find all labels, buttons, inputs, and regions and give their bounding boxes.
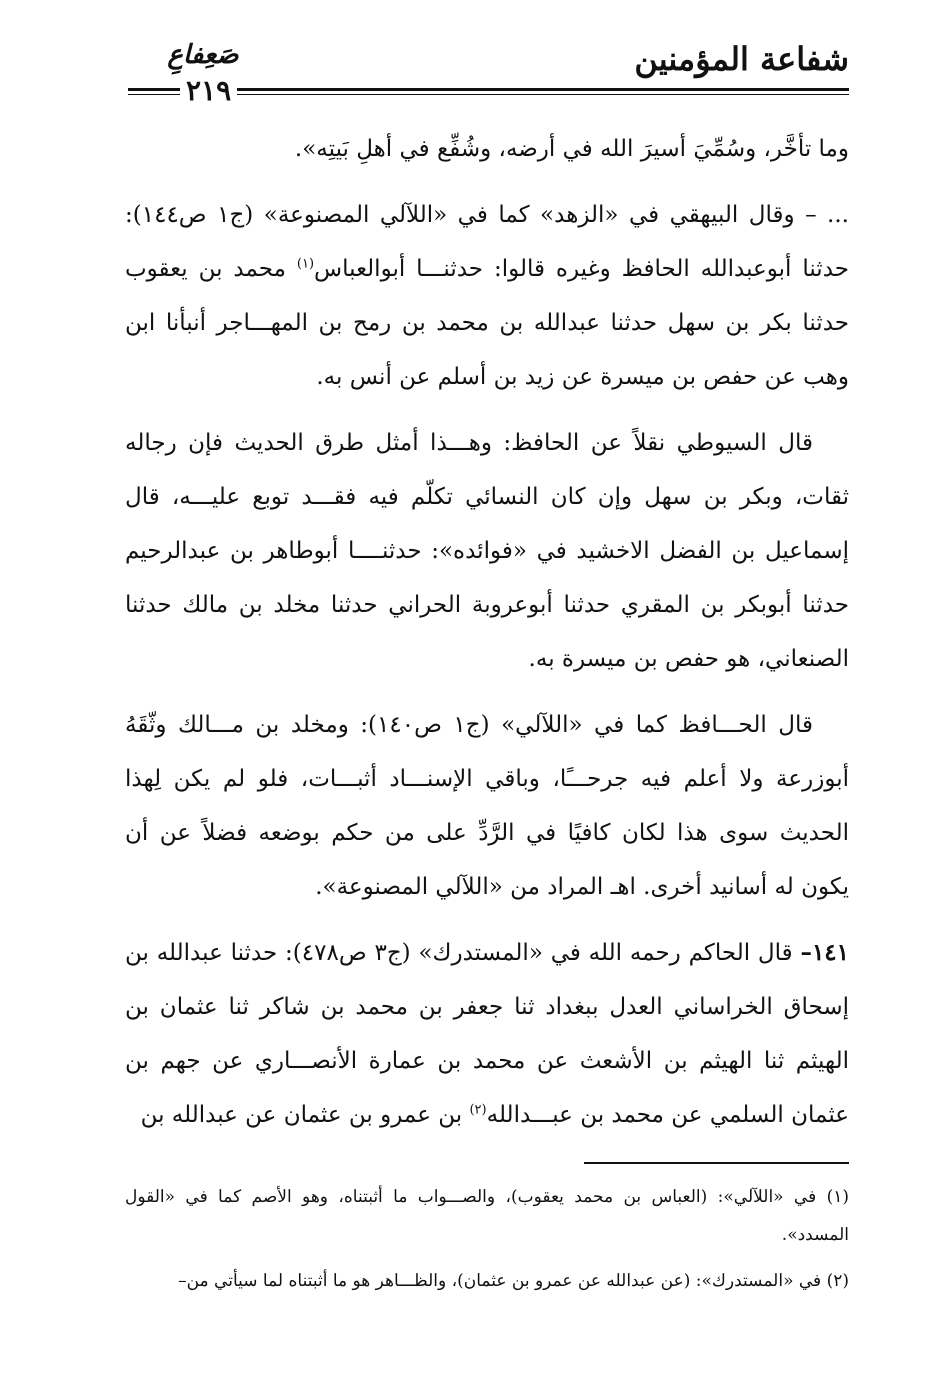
- footnote-ref-1[interactable]: (١): [296, 256, 315, 272]
- paragraph-2: [125, 188, 849, 404]
- hadith-number: ١٤١–: [800, 939, 849, 966]
- paragraph-1: [125, 122, 849, 176]
- paragraph-4: [125, 698, 849, 914]
- footnote-ref-2[interactable]: (٢): [469, 1102, 487, 1118]
- paragraph-1-text: وما تأخَّر، وسُمِّيَ أسيرَ الله في أرضه، وشُفِّع في أهلِ بَيتِه».: [294, 136, 849, 162]
- paragraph-2-text: ... – وقال البيهقي في «الزهد» كما في «اللآلي المصنوعة» (ج١ ص١٤٤): حدثنا أبوعبدالله الحافظ وغيره قالوا: حدثنـــا أبوالعباس: [125, 202, 849, 282]
- footnote-separator: [584, 1162, 849, 1164]
- header-logo: صَعِفاعِ: [167, 40, 239, 70]
- paragraph-3-text: قال السيوطي نقلاً عن الحافظ: وهـــذا أمثل طرق الحديث فإن رجاله ثقات، وبكر بن سهل وإن كان النسائي تكلّم فيه فقـــد توبع عليـــه، قال إسماعيل بن الفضل الاخشيد في «فوائده»: حدثنــــا أبوطاهر بن عبدالرحيم حدثنا أبوبكر بن المقري حدثنا أبوعروبة الحراني حدثنا مخلد بن مالك حدثنا الصنعاني، هو حفص بن ميسرة به.: [125, 430, 849, 672]
- footnote-1: (١) في «اللآلي»: (العباس بن محمد يعقوب)، والصـــواب ما أثبتناه، وهو الأصم كما في «القول المسدد».: [125, 1187, 849, 1245]
- paragraph-5-text: قال الحاكم رحمه الله في «المستدرك» (ج٣ ص٤٧٨): حدثنا عبدالله بن إسحاق الخراساني العدل ببغداد ثنا جعفر بن محمد بن شاكر ثنا عثمان بن الهيثم ثنا الهيثم بن الأشعث عن محمد بن عمارة الأنصـــاري عن جهم بن عثمان السلمي عن محمد بن عبـــدالله: [125, 940, 849, 1128]
- paragraph-5-text-rest: بن عمرو بن عثمان عن عبدالله بن: [140, 1102, 470, 1128]
- page-number: ٢١٩: [180, 76, 237, 106]
- paragraph-3: [125, 416, 849, 686]
- paragraph-4-text: قال الحـــافظ كما في «اللآلي» (ج١ ص١٤٠): ومخلد بن مـــالك وثّقَهُ أبوزرعة ولا أعلم فيه جرحـــًا، وباقي الإسنـــاد أثبـــات، فلو لم يكن لِهذا الحديث سوى هذا لكان كافيًا في الرَّدِّ على من حكم بوضعه فضلاً عن أن يكون له أسانيد أخرى. اهـ المراد من «اللآلي المصنوعة».: [125, 712, 849, 900]
- footnote-2: (٢) في «المستدرك»: (عن عبدالله عن عمرو بن عثمان)، والظـــاهر هو ما أثبتناه لما سيأتي من–: [178, 1271, 849, 1291]
- paragraph-2-text-rest: محمد بن يعقوب حدثنا بكر بن سهل حدثنا عبدالله بن محمد بن رمح بن المهـــاجر أنبأنا ابن وهب عن حفص بن ميسرة عن زيد بن أسلم عن أنس به.: [125, 256, 849, 390]
- paragraph-5: [125, 926, 849, 1142]
- footnotes: [125, 1178, 849, 1308]
- page-header-title: شفاعة المؤمنين: [634, 40, 849, 78]
- main-text: [125, 122, 849, 1154]
